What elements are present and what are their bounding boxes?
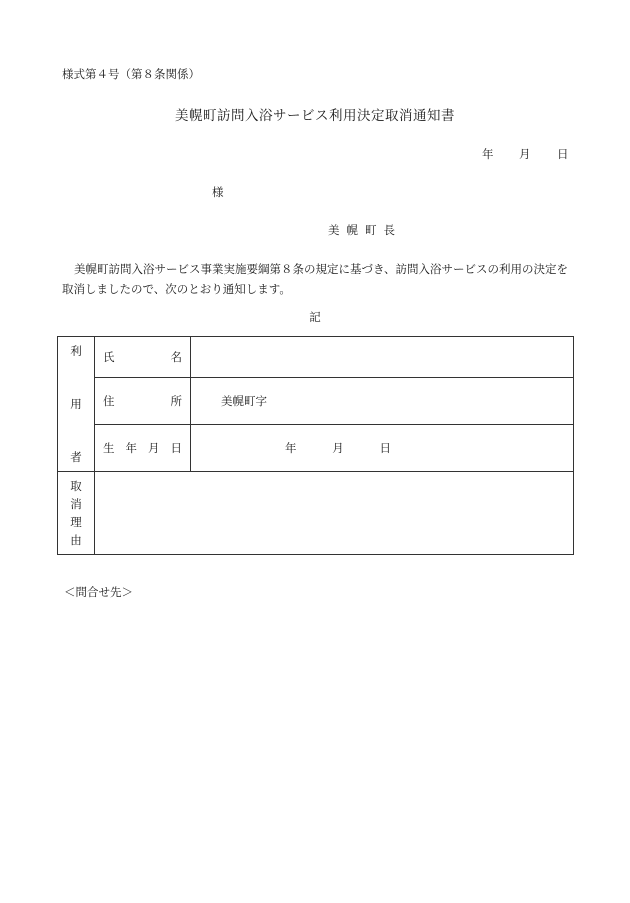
address-row (58, 378, 574, 425)
recipient-honorific: 様 (212, 185, 224, 199)
name-row (58, 337, 574, 378)
birthdate-day: 日 (379, 441, 391, 455)
reason-row (58, 472, 574, 555)
name-label-char: 名 (170, 350, 182, 364)
name-label-cell (95, 337, 191, 378)
issuer-name: 美幌町長 (328, 223, 402, 237)
name-value-field[interactable] (191, 337, 574, 378)
ki-heading: 記 (309, 310, 321, 324)
address-value: 美幌町字 (221, 394, 267, 408)
user-label-cell (58, 337, 95, 472)
form-number: 様式第４号（第８条関係） (62, 67, 200, 81)
reason-label-char: 消 (70, 497, 82, 511)
user-label-char: 用 (70, 397, 82, 411)
birthdate-row (58, 425, 574, 472)
address-label-cell (95, 378, 191, 425)
address-value-field[interactable] (191, 378, 574, 425)
reason-label-char: 取 (70, 479, 82, 493)
birthdate-value-field[interactable] (191, 425, 574, 472)
address-label-char: 住 (103, 394, 115, 408)
birthdate-label-char: 生 (103, 441, 115, 455)
details-table (57, 336, 574, 555)
date-month: 月 (519, 147, 531, 161)
reason-label-char: 理 (70, 515, 82, 529)
user-label-char: 利 (70, 344, 82, 358)
date-day: 日 (557, 147, 569, 161)
body-text: 美幌町訪問入浴サービス事業実施要綱第８条の規定に基づき、訪問入浴サービスの利用の決定を取消しましたので、次のとおり通知します。 (62, 262, 569, 296)
reason-value-field[interactable] (95, 472, 574, 555)
birthdate-label-char: 年 (125, 441, 137, 455)
birthdate-year: 年 (285, 441, 297, 455)
document-title: 美幌町訪問入浴サービス利用決定取消通知書 (175, 108, 455, 124)
birthdate-label-char: 月 (148, 441, 160, 455)
birthdate-month: 月 (332, 441, 344, 455)
name-label-char: 氏 (103, 350, 115, 364)
birthdate-label-char: 日 (170, 441, 182, 455)
birthdate-label-cell (95, 425, 191, 472)
user-label-char: 者 (70, 450, 82, 464)
reason-label-char: 由 (70, 533, 82, 547)
address-label-char: 所 (170, 394, 182, 408)
contact-label: ＜問合せ先＞ (64, 585, 133, 599)
reason-label-cell (58, 472, 95, 555)
date-year: 年 (482, 147, 494, 161)
